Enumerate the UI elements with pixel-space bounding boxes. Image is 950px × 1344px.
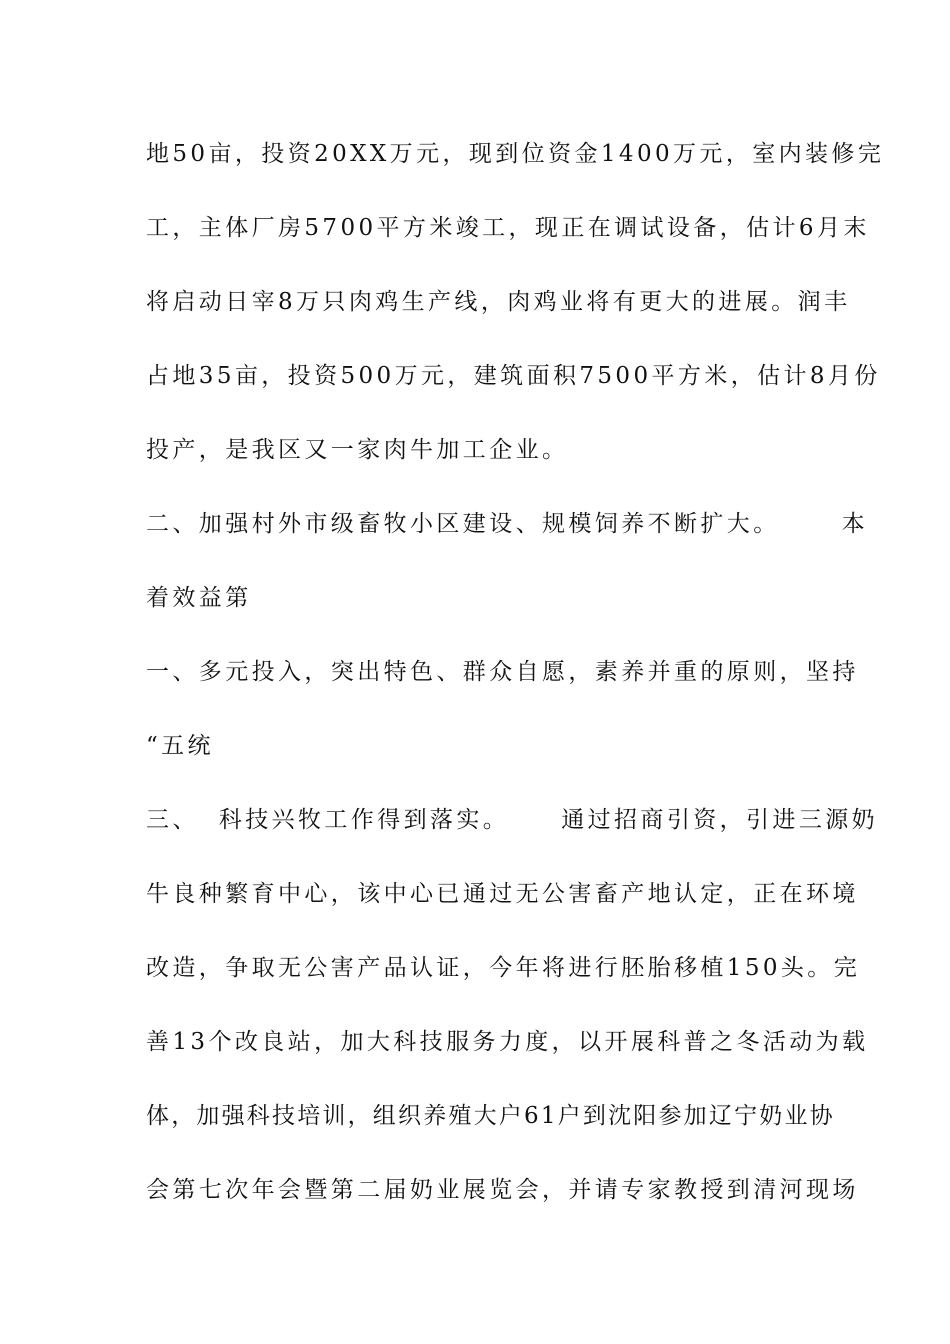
text-line: 牛良种繁育中心，该中心已通过无公害畜产地认定，正在环境 [146, 881, 859, 907]
body-text [146, 129, 885, 1239]
text-line: 会第七次年会暨第二届奶业展览会，并请专家教授到清河现场 [146, 1177, 859, 1203]
text-line: 占地35亩，投资500万元，建筑面积7500平方米，估计8月份 [146, 363, 881, 389]
section-heading-2: 二、加强村外市级畜牧小区建设、规模饲养不断扩大。 本 [146, 511, 869, 537]
text-line: 着效益第 [146, 585, 252, 611]
text-line: “五统 [146, 733, 214, 759]
text-line: 地50亩，投资20XX万元，现到位资金1400万元，室内装修完 [146, 141, 885, 167]
text-line: 将启动日宰8万只肉鸡生产线，肉鸡业将有更大的进展。润丰 [146, 289, 851, 315]
text-line: 投产，是我区又一家肉牛加工企业。 [146, 437, 569, 463]
text-line: 工，主体厂房5700平方米竣工，现正在调试设备，估计6月末 [146, 215, 870, 241]
text-line: 善13个改良站，加大科技服务力度，以开展科普之冬活动为载 [146, 1029, 869, 1055]
text-line: 体，加强科技培训，组织养殖大户61户到沈阳参加辽宁奶业协 [146, 1103, 835, 1129]
section-heading-3: 三、 科技兴牧工作得到落实。 通过招商引资，引进三源奶 [146, 807, 879, 833]
text-line: 改造，争取无公害产品认证，今年将进行胚胎移植150头。完 [146, 955, 861, 981]
section-heading-1: 一、多元投入，突出特色、群众自愿，素养并重的原则，坚持 [146, 659, 859, 685]
